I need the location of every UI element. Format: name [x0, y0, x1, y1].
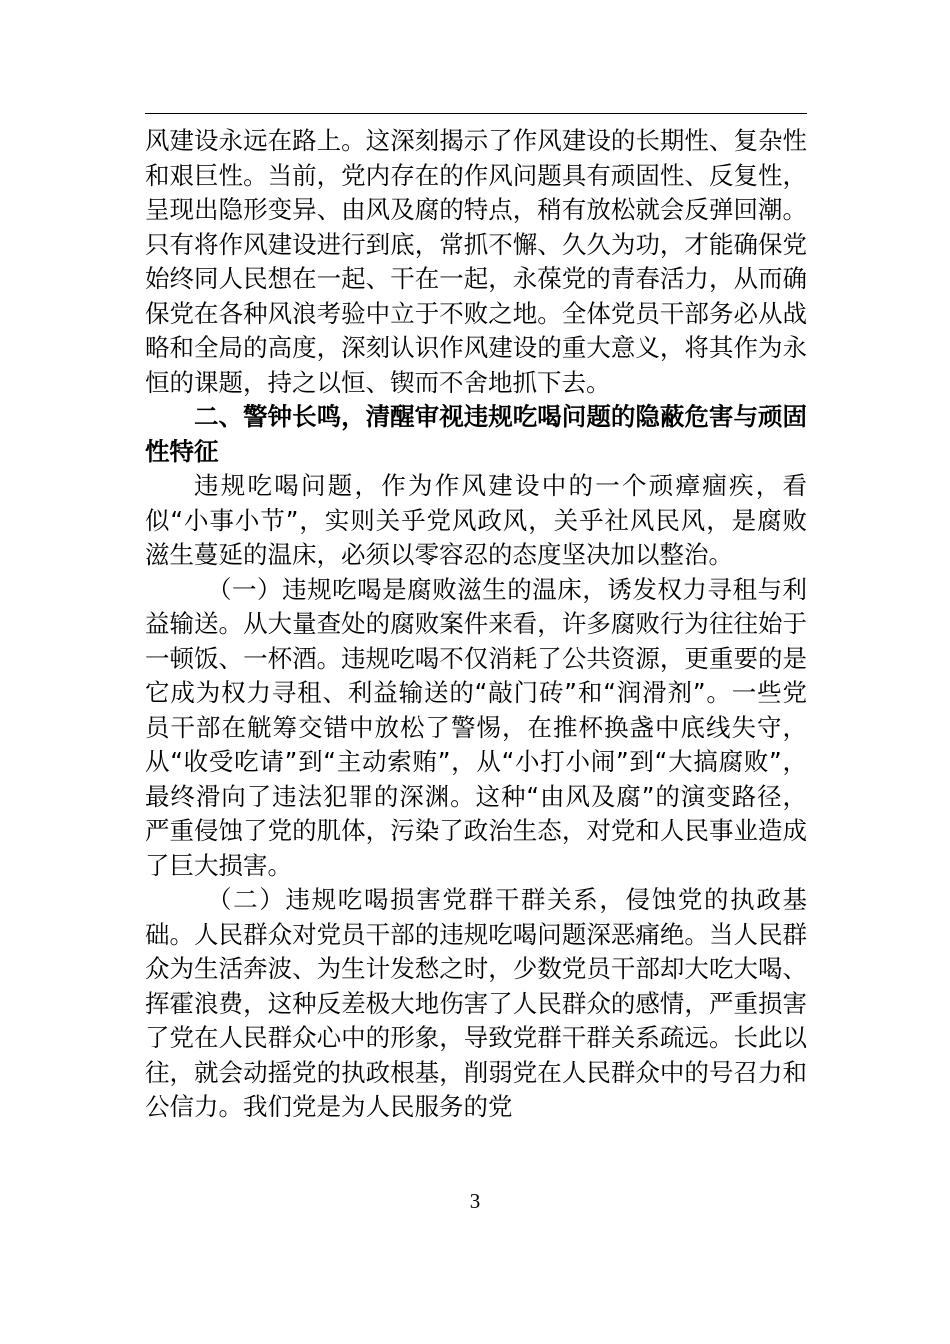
paragraph-intro: 违规吃喝问题，作为作风建设中的一个顽瘴痼疾，看似“小事小节”，实则关乎党风政风，关乎社风民风，是腐败滋生蔓延的温床，必须以零容忍的态度坚决加以整治。 — [145, 471, 807, 569]
section-heading: 二、警钟长鸣，清醒审视违规吃喝问题的隐蔽危害与顽固性特征 — [145, 402, 807, 466]
paragraph-continuation: 风建设永远在路上。这深刻揭示了作风建设的长期性、复杂性和艰巨性。当前，党内存在的作风问题具有顽固性、反复性，呈现出隐形变异、由风及腐的特点，稍有放松就会反弹回潮。只有将作风建设进行到底，常抓不懈、久久为功，才能确保党始终同人民想在一起、干在一起，永葆党的青春活力，从而确保党在各种风浪考验中立于不败之地。全体党员干部务必从战略和全局的高度，深刻认识作风建设的重大意义，将其作为永恒的课题，持之以恒、锲而不舍地抓下去。 — [145, 126, 807, 397]
page-number: 3 — [469, 1189, 481, 1213]
header-rule — [145, 113, 807, 114]
paragraph-point-2: （二）违规吃喝损害党群干群关系，侵蚀党的执政基础。人民群众对党员干部的违规吃喝问题深恶痛绝。当人民群众为生活奔波、为生计发愁之时，少数党员干部却大吃大喝、挥霍浪费，这种反差极大地伤害了人民群众的感情，严重损害了党在人民群众心中的形象，导致党群干群关系疏远。长此以往，就会动摇党的执政根基，削弱党在人民群众中的号召力和公信力。我们党是为人民服务的党 — [145, 885, 807, 1121]
paragraph-point-1: （一）违规吃喝是腐败滋生的温床，诱发权力寻租与利益输送。从大量查处的腐败案件来看，许多腐败行为往往始于一顿饭、一杯酒。违规吃喝不仅消耗了公共资源，更重要的是它成为权力寻租、利益输送的“敲门砖”和“润滑剂”。一些党员干部在觥筹交错中放松了警惕，在推杯换盏中底线失守，从“收受吃请”到“主动索贿”，从“小打小闹”到“大搞腐败”，最终滑向了违法犯罪的深渊。这种“由风及腐”的演变路径，严重侵蚀了党的肌体，污染了政治生态，对党和人民事业造成了巨大损害。 — [145, 574, 807, 880]
document-body — [145, 124, 807, 1125]
